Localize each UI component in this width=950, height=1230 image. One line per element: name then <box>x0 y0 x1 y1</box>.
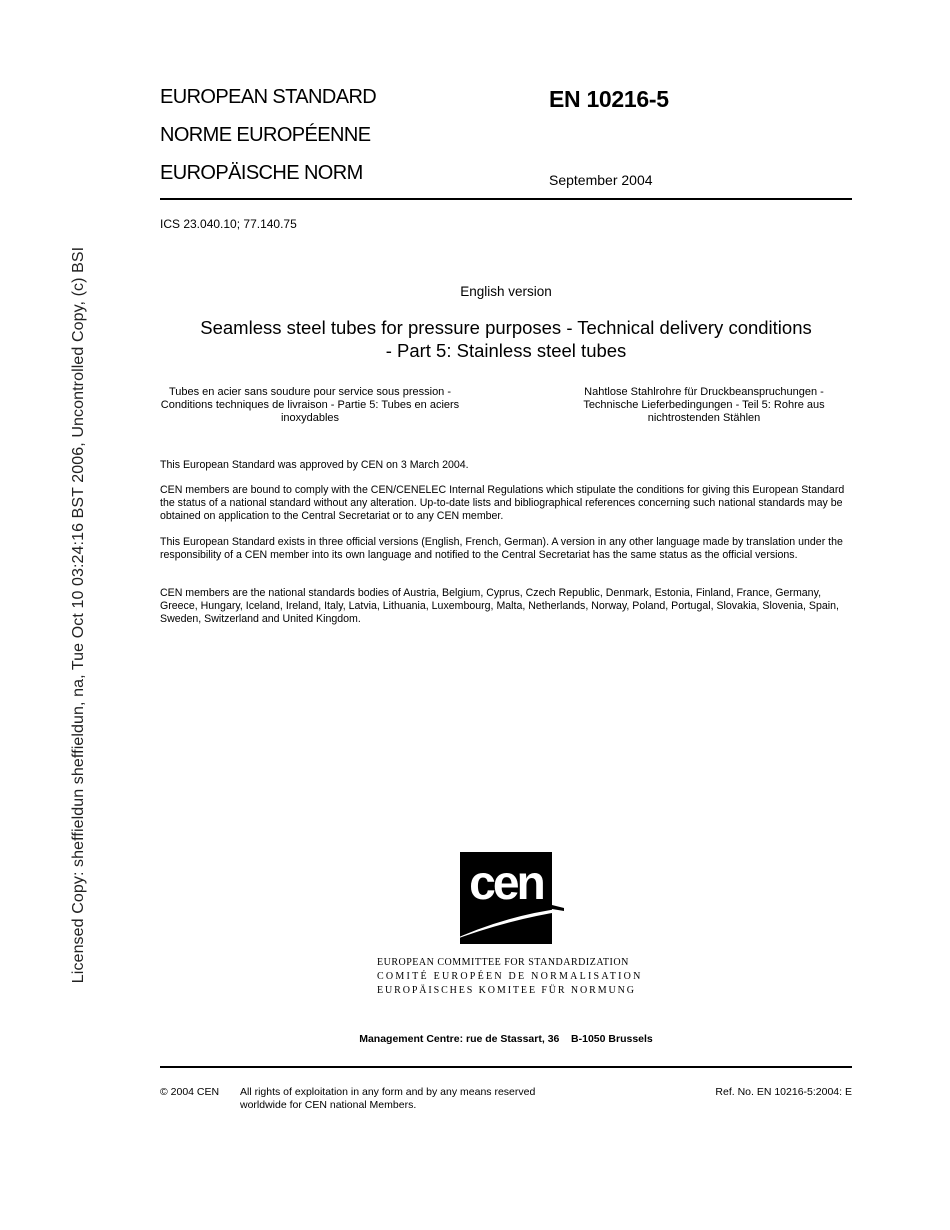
committee-name-fr: COMITÉ EUROPÉEN DE NORMALISATION <box>377 971 643 982</box>
rights-statement: All rights of exploitation in any form and by any means reserved worldwide for CEN national Members. <box>240 1086 536 1111</box>
standard-name-de: EUROPÄISCHE NORM <box>160 162 363 184</box>
management-centre-address: Management Centre: rue de Stassart, 36 B-1050 Brussels <box>359 1033 653 1045</box>
title-german: Nahtlose Stahlrohre für Druckbeanspruchungen - Technische Lieferbedingungen - Teil 5: Rohre aus nichtrostenden Stählen <box>583 386 825 424</box>
header-divider <box>160 198 852 200</box>
document-number: EN 10216-5 <box>549 86 669 112</box>
ics-codes: ICS 23.040.10; 77.140.75 <box>160 217 297 231</box>
committee-name-en: EUROPEAN COMMITTEE FOR STANDARDIZATION <box>377 957 629 968</box>
copyright-notice: © 2004 CEN <box>160 1086 220 1098</box>
members-paragraph: CEN members are the national standards bodies of Austria, Belgium, Cyprus, Czech Republic, Denmark, Estonia, Finland, France, Germany, Greece, Hungary, Iceland, Ireland, Italy, Latvia, Lithuania, Luxembourg, Malta, Netherlands, Norway, Poland, Portugal, Slovakia, Slovenia, Spain, Sweden, Switzerland and United Kingdom. <box>160 587 839 625</box>
reference-number: Ref. No. EN 10216-5:2004: E <box>715 1086 852 1098</box>
standard-name-fr: NORME EUROPÉENNE <box>160 124 371 146</box>
title-french: Tubes en acier sans soudure pour service sous pression - Conditions techniques de livraison - Partie 5: Tubes en aciers inoxydables <box>160 386 460 424</box>
compliance-paragraph: CEN members are bound to comply with the CEN/CENELEC Internal Regulations which stipulate the conditions for giving this European Standard the status of a national standard without any alteration. Up-to-date lists and bibliographical references concerning such national standards may be obtained on application to the Central Secretariat or to any CEN member. <box>160 484 845 522</box>
standard-name-en: EUROPEAN STANDARD <box>160 86 377 108</box>
committee-name-de: EUROPÄISCHES KOMITEE FÜR NORMUNG <box>377 985 636 996</box>
cen-logo <box>448 852 566 944</box>
footer-divider <box>160 1066 852 1068</box>
version-label: English version <box>460 284 552 299</box>
cen-logo-text: cen <box>469 857 543 910</box>
approval-paragraph: This European Standard was approved by CEN on 3 March 2004. <box>160 459 469 471</box>
license-watermark: Licensed Copy: sheffieldun sheffieldun, na, Tue Oct 10 03:24:16 BST 2006, Uncontrolled Copy, (c) BSI <box>70 246 87 984</box>
document-date: September 2004 <box>549 172 653 188</box>
versions-paragraph: This European Standard exists in three official versions (English, French, German). A version in any other language made by translation under the responsibility of a CEN member into its own language and notified to the Central Secretariat has the same status as the official versions. <box>160 536 843 561</box>
document-title: Seamless steel tubes for pressure purposes - Technical delivery conditions - Part 5: Stainless steel tubes <box>200 317 812 361</box>
